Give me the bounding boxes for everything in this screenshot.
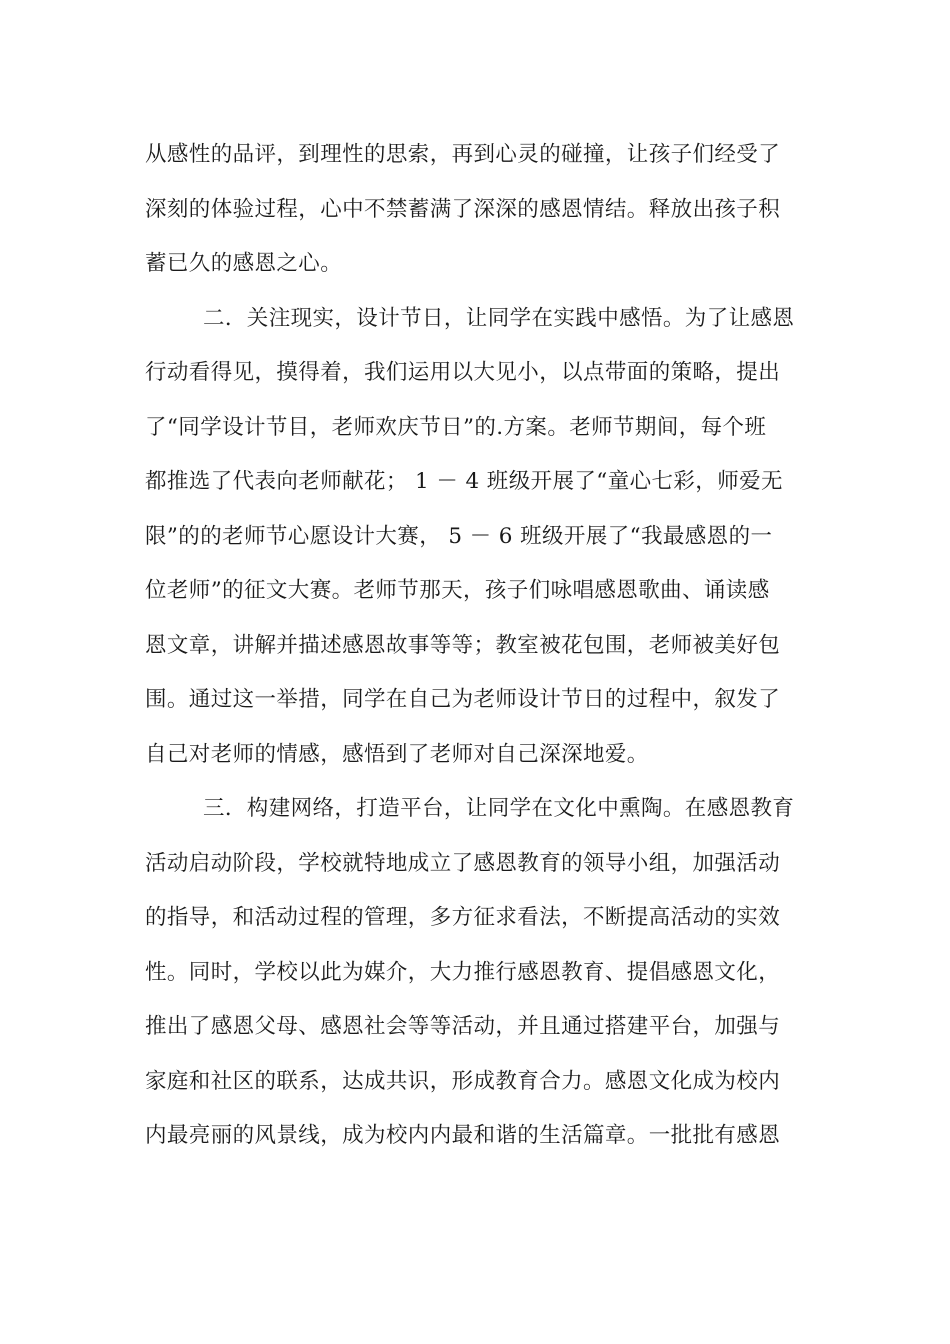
paragraph-2-line-4: 都推选了代表向老师献花； 1 － 4 班级开展了“童心七彩，师爱无 [145, 469, 783, 494]
paragraph-2-line-7: 恩文章，讲解并描述感恩故事等等；教室被花包围，老师被美好包 [145, 632, 781, 658]
paragraph-2-line-2: 行动看得见，摸得着，我们运用以大见小，以点带面的策略，提出 [145, 360, 781, 385]
paragraph-2-line-5: 限”的的老师节心愿设计大赛， 5 － 6 班级开展了“我最感恩的一 [145, 523, 773, 549]
paragraph-1-line-3: 蓄已久的感恩之心。 [145, 251, 343, 276]
paragraph-2-line-1: 二．关注现实，设计节日，让同学在实践中感悟。为了让感恩 [203, 305, 795, 331]
paragraph-3-line-7: 内最亮丽的风景线，成为校内内最和谐的生活篇章。一批批有感恩 [145, 1123, 781, 1148]
paragraph-3-line-2: 活动启动阶段，学校就特地成立了感恩教育的领导小组，加强活动 [145, 850, 781, 876]
paragraph-2-line-6: 位老师”的征文大赛。老师节那天，孩子们咏唱感恩歌曲、诵读感 [145, 578, 770, 603]
paragraph-3-line-4: 性。同时，学校以此为媒介，大力推行感恩教育、提倡感恩文化， [145, 959, 781, 985]
paragraph-1-line-2: 深刻的体验过程，心中不禁蓄满了深深的感恩情结。释放出孩子积 [145, 196, 781, 222]
paragraph-2-line-9: 自己对老师的情感，感悟到了老师对自己深深地爱。 [145, 741, 649, 767]
paragraph-1-line-1: 从感性的品评，到理性的思索，再到心灵的碰撞，让孩子们经受了 [145, 142, 781, 167]
paragraph-3-line-5: 推出了感恩父母、感恩社会等等活动，并且通过搭建平台，加强与 [145, 1014, 781, 1039]
paragraph-3-line-3: 的指导，和活动过程的管理，多方征求看法，不断提高活动的实效 [145, 905, 781, 930]
paragraph-2-line-3: 了“同学设计节目，老师欢庆节日”的.方案。老师节期间，每个班 [145, 414, 767, 440]
paragraph-3-line-6: 家庭和社区的联系，达成共识，形成教育合力。感恩文化成为校内 [145, 1068, 781, 1094]
paragraph-3-line-1: 三．构建网络，打造平台，让同学在文化中熏陶。在感恩教育 [203, 796, 795, 821]
paragraph-2-line-8: 围。通过这一举措，同学在自己为老师设计节日的过程中，叙发了 [145, 687, 781, 712]
document-body [145, 128, 805, 1164]
